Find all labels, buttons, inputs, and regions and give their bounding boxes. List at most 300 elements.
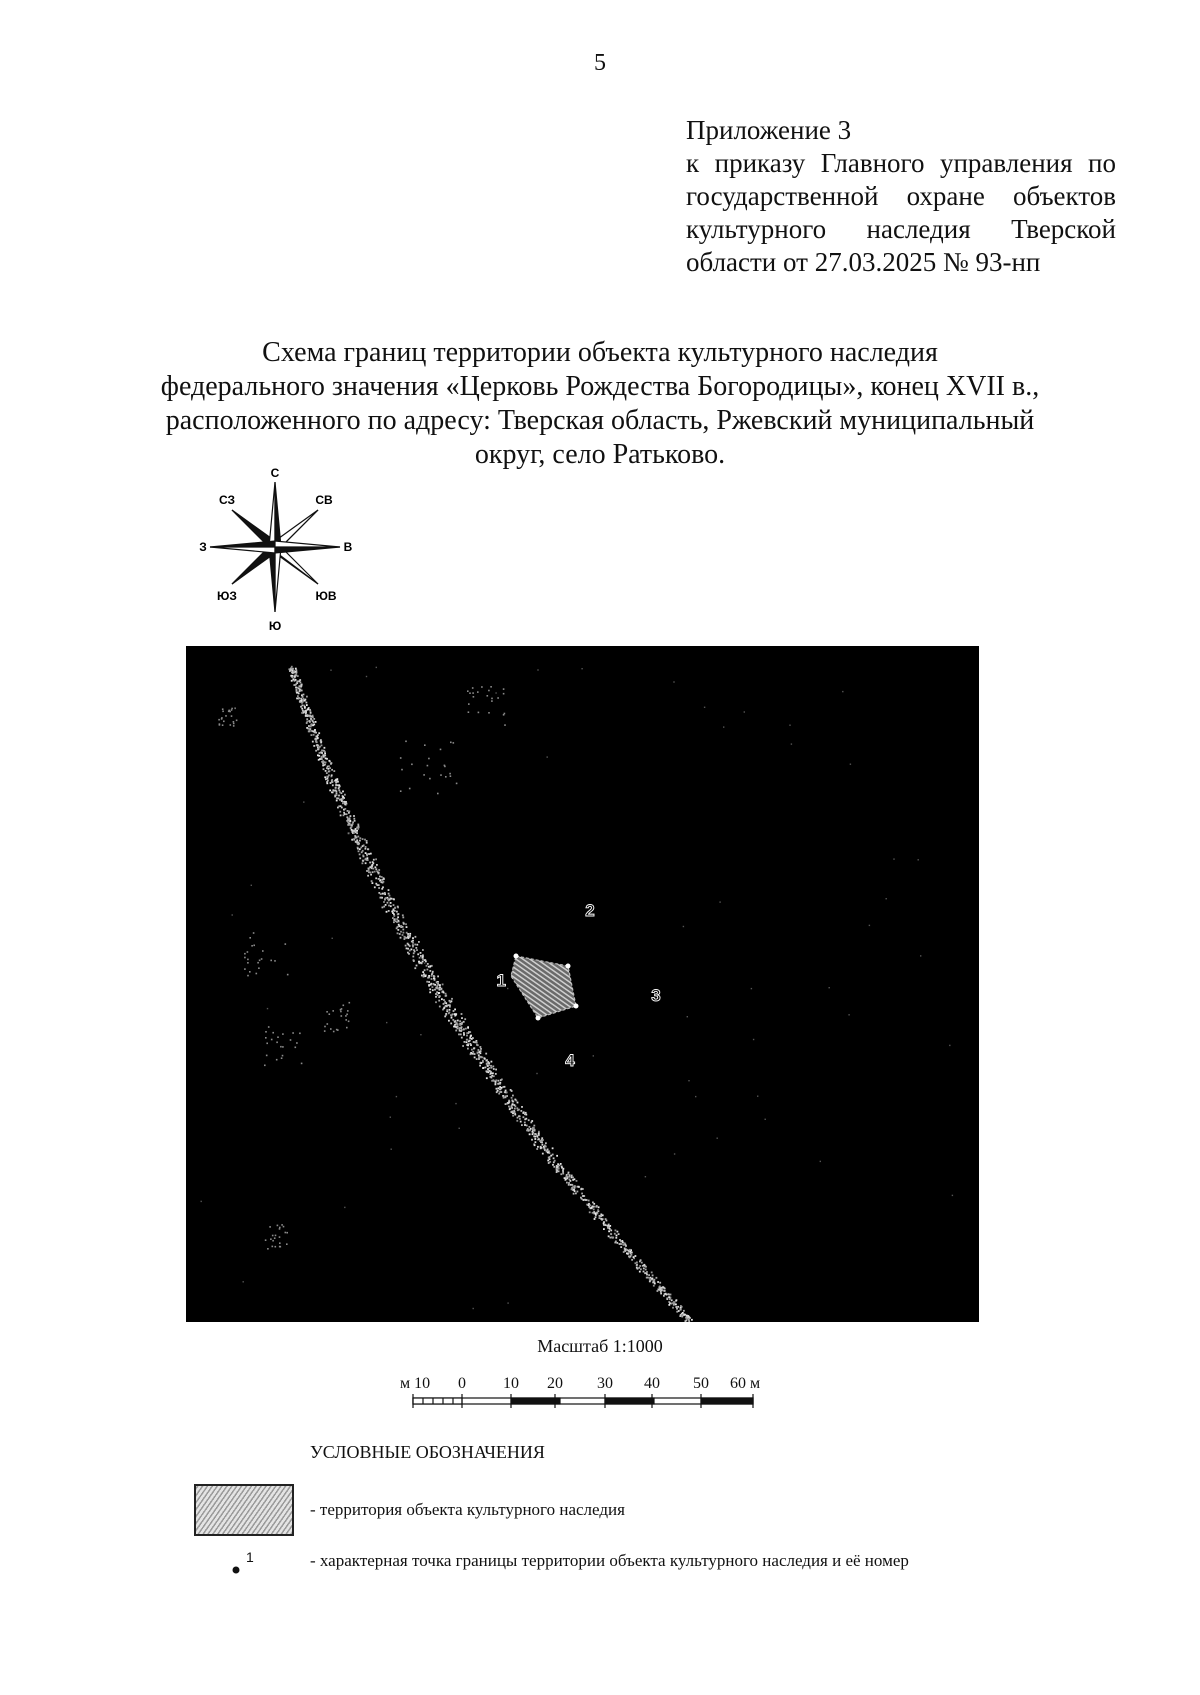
map-speck bbox=[321, 758, 323, 760]
map-speck bbox=[491, 698, 493, 700]
map-speck bbox=[672, 1307, 674, 1309]
map-speck bbox=[247, 962, 249, 964]
map-speck bbox=[277, 1036, 279, 1038]
map-speck bbox=[261, 958, 263, 960]
map-speck bbox=[568, 1172, 570, 1174]
map-speck bbox=[474, 1057, 476, 1059]
map-speck bbox=[408, 937, 410, 939]
map-speck bbox=[322, 765, 324, 767]
map-speck bbox=[445, 776, 447, 778]
map-speck bbox=[320, 742, 322, 744]
boundary-point-label: 3 bbox=[651, 986, 661, 1005]
map-speck bbox=[610, 1230, 612, 1232]
map-speck bbox=[233, 721, 235, 723]
map-speck bbox=[277, 1225, 279, 1227]
map-speck bbox=[630, 1255, 632, 1257]
map-speck bbox=[279, 1242, 281, 1244]
map-speck bbox=[351, 826, 353, 828]
map-speck bbox=[253, 945, 255, 947]
map-speck bbox=[315, 738, 317, 740]
map-speck bbox=[388, 889, 390, 891]
map-speck bbox=[400, 931, 402, 933]
map-speck bbox=[623, 1244, 625, 1246]
map-speck bbox=[531, 1120, 533, 1122]
map-speck bbox=[643, 1268, 645, 1270]
map-speck bbox=[265, 1031, 267, 1033]
map-speck bbox=[490, 1076, 492, 1078]
map-speck bbox=[348, 811, 350, 813]
map-speck bbox=[454, 1013, 456, 1015]
map-speck bbox=[450, 1014, 452, 1016]
map-speck bbox=[476, 1040, 478, 1042]
map-speck bbox=[324, 776, 326, 778]
map-speck bbox=[362, 845, 364, 847]
map-speck bbox=[448, 1012, 450, 1014]
map-speck bbox=[408, 944, 410, 946]
map-speck bbox=[685, 1320, 687, 1322]
map-speck bbox=[477, 1044, 479, 1046]
map-speck bbox=[327, 1023, 329, 1025]
map-speck bbox=[484, 1057, 486, 1059]
map-speck bbox=[450, 775, 452, 777]
map-speck bbox=[680, 1308, 682, 1310]
map-speck bbox=[392, 917, 394, 919]
map-speck bbox=[222, 708, 224, 710]
map-speck bbox=[376, 870, 378, 872]
map-speck bbox=[379, 876, 381, 878]
map-speck bbox=[820, 1161, 821, 1162]
map-speck bbox=[393, 908, 395, 910]
map-speck bbox=[461, 1037, 463, 1039]
appendix-block bbox=[686, 114, 1116, 279]
map-speck bbox=[251, 885, 252, 886]
map-speck bbox=[296, 698, 298, 700]
map-speck bbox=[637, 1268, 639, 1270]
map-speck bbox=[615, 1230, 617, 1232]
map-speck bbox=[676, 1299, 678, 1301]
map-speck bbox=[362, 855, 364, 857]
map-speck bbox=[496, 1088, 498, 1090]
map-speck bbox=[486, 1060, 488, 1062]
map-speck bbox=[302, 696, 304, 698]
map-speck bbox=[307, 708, 309, 710]
map-speck bbox=[644, 1272, 646, 1274]
map-speck bbox=[495, 692, 496, 693]
map-speck bbox=[480, 1052, 482, 1054]
map-speck bbox=[336, 791, 338, 793]
map-speck bbox=[265, 1239, 267, 1241]
map-speck bbox=[654, 1279, 656, 1281]
map-speck bbox=[353, 815, 355, 817]
point-marker-icon bbox=[230, 1548, 260, 1578]
map-speck bbox=[234, 707, 235, 708]
map-speck bbox=[355, 828, 357, 830]
map-speck bbox=[538, 1138, 540, 1140]
map-speck bbox=[406, 926, 408, 928]
map-speck bbox=[543, 1148, 545, 1150]
map-speck bbox=[279, 1236, 281, 1238]
map-speck bbox=[322, 760, 324, 762]
map-speck bbox=[275, 1246, 277, 1248]
map-speck bbox=[480, 1046, 482, 1048]
map-speck bbox=[316, 741, 318, 743]
map-speck bbox=[431, 978, 433, 980]
map-speck bbox=[444, 766, 446, 768]
map-speck bbox=[340, 1009, 342, 1011]
map-speck bbox=[272, 1235, 274, 1237]
map-speck bbox=[578, 1186, 580, 1188]
map-speck bbox=[367, 848, 369, 850]
map-speck bbox=[673, 1304, 675, 1306]
map-speck bbox=[521, 1106, 523, 1108]
boundary-point-label: 4 bbox=[565, 1051, 575, 1070]
map-speck bbox=[548, 1162, 550, 1164]
map-speck bbox=[423, 976, 425, 978]
map-speck bbox=[222, 724, 224, 726]
map-speck bbox=[247, 959, 249, 961]
map-speck bbox=[433, 977, 435, 979]
map-speck bbox=[269, 1226, 271, 1228]
map-speck bbox=[376, 667, 377, 668]
map-speck bbox=[349, 824, 351, 826]
map-speck bbox=[355, 836, 357, 838]
map-speck bbox=[344, 1207, 345, 1208]
map-speck bbox=[383, 881, 385, 883]
map-speck bbox=[201, 1201, 202, 1202]
map-speck bbox=[295, 687, 297, 689]
map-speck bbox=[415, 947, 417, 949]
map-speck bbox=[495, 1073, 497, 1075]
map-speck bbox=[267, 1248, 269, 1250]
map-speck bbox=[257, 962, 259, 964]
map-speck bbox=[324, 1026, 326, 1028]
map-speck bbox=[421, 962, 423, 964]
map-speck bbox=[362, 862, 364, 864]
map-speck bbox=[344, 808, 346, 810]
map-speck bbox=[540, 1146, 542, 1148]
map-speck bbox=[436, 985, 438, 987]
map-speck bbox=[466, 1032, 468, 1034]
map-speck bbox=[509, 1108, 511, 1110]
map-speck bbox=[528, 1130, 530, 1132]
map-speck bbox=[643, 1271, 645, 1273]
map-speck bbox=[639, 1261, 641, 1263]
map-speck bbox=[400, 790, 402, 792]
map-speck bbox=[305, 715, 307, 717]
map-speck bbox=[500, 1091, 502, 1093]
map-speck bbox=[339, 811, 341, 813]
map-speck bbox=[623, 1251, 625, 1253]
map-speck bbox=[436, 991, 438, 993]
map-speck bbox=[324, 753, 326, 755]
map-speck bbox=[341, 1015, 343, 1017]
map-speck bbox=[270, 1238, 272, 1240]
map-speck bbox=[560, 1173, 562, 1175]
map-speck bbox=[309, 729, 311, 731]
compass-label-nw: СЗ bbox=[218, 493, 236, 507]
map-speck bbox=[493, 1080, 495, 1082]
map-speck bbox=[552, 1154, 554, 1156]
map-speck bbox=[346, 813, 348, 815]
map-speck bbox=[357, 824, 359, 826]
map-speck bbox=[397, 916, 399, 918]
scale-tick-label: 60 м bbox=[729, 1375, 761, 1392]
map-speck bbox=[574, 1190, 576, 1192]
map-speck bbox=[348, 1021, 350, 1023]
map-speck bbox=[295, 671, 297, 673]
map-speck bbox=[219, 723, 221, 725]
map-speck bbox=[500, 1079, 502, 1081]
map-speck bbox=[342, 798, 344, 800]
map-speck bbox=[258, 967, 260, 969]
map-speck bbox=[338, 786, 340, 788]
map-speck bbox=[603, 1228, 605, 1230]
legend-point-label: - характерная точка границы территории объекта культурного наследия и её номер bbox=[310, 1551, 909, 1570]
map-speck bbox=[597, 1213, 599, 1215]
map-speck bbox=[428, 758, 430, 760]
map-speck bbox=[691, 1319, 693, 1321]
map-speck bbox=[223, 721, 225, 723]
map-speck bbox=[663, 1295, 665, 1297]
map-speck bbox=[343, 812, 345, 814]
map-speck bbox=[444, 1002, 446, 1004]
map-speck bbox=[312, 741, 314, 743]
map-speck bbox=[301, 712, 303, 714]
map-speck bbox=[225, 715, 227, 717]
map-speck bbox=[378, 878, 380, 880]
map-speck bbox=[321, 756, 323, 758]
map-speck bbox=[524, 1113, 526, 1115]
map-speck bbox=[270, 960, 272, 962]
map-speck bbox=[306, 704, 308, 706]
map-speck bbox=[333, 1031, 335, 1033]
map-speck bbox=[744, 711, 745, 712]
map-speck bbox=[309, 730, 311, 732]
map-speck bbox=[326, 758, 328, 760]
scale-ruler bbox=[413, 1394, 753, 1408]
map-speck bbox=[381, 876, 383, 878]
map-speck bbox=[519, 1116, 521, 1118]
map-speck bbox=[615, 1237, 617, 1239]
map-speck bbox=[429, 778, 431, 780]
map-speck bbox=[472, 687, 474, 689]
map-speck bbox=[757, 1096, 758, 1097]
map-speck bbox=[486, 1071, 488, 1073]
map-speck bbox=[646, 1277, 648, 1279]
map-speck bbox=[443, 999, 445, 1001]
map-speck bbox=[344, 794, 346, 796]
map-speck bbox=[423, 973, 425, 975]
map-speck bbox=[264, 1065, 266, 1067]
map-speck bbox=[221, 717, 223, 719]
map-speck bbox=[635, 1262, 637, 1264]
map-speck bbox=[570, 1184, 572, 1186]
map-speck bbox=[388, 910, 390, 912]
map-speck bbox=[620, 1241, 622, 1243]
compass-label-n: С bbox=[270, 466, 280, 480]
map-speck bbox=[247, 951, 249, 953]
map-speck bbox=[470, 1035, 472, 1037]
map-speck bbox=[292, 1032, 294, 1034]
map-speck bbox=[416, 949, 418, 951]
map-speck bbox=[598, 1206, 600, 1208]
map-speck bbox=[385, 897, 387, 899]
map-speck bbox=[396, 1096, 397, 1097]
legend-point-number: 1 bbox=[246, 1549, 254, 1565]
map-speck bbox=[850, 764, 851, 765]
map-speck bbox=[317, 737, 319, 739]
compass-label-sw: ЮЗ bbox=[217, 589, 237, 603]
map-speck bbox=[524, 1122, 526, 1124]
map-speck bbox=[532, 1127, 534, 1129]
map-speck bbox=[446, 1005, 448, 1007]
map-speck bbox=[534, 1138, 536, 1140]
map-speck bbox=[297, 695, 299, 697]
map-speck bbox=[324, 1030, 326, 1032]
map-speck bbox=[528, 1119, 530, 1121]
map-speck bbox=[311, 730, 313, 732]
map-speck bbox=[434, 989, 436, 991]
map-speck bbox=[405, 937, 407, 939]
map-speck bbox=[609, 1225, 611, 1227]
scale-tick-label: 0 bbox=[458, 1375, 466, 1392]
map-speck bbox=[680, 1305, 682, 1307]
map-speck bbox=[511, 1104, 513, 1106]
map-speck bbox=[426, 981, 428, 983]
map-speck bbox=[368, 853, 370, 855]
map-speck bbox=[357, 836, 359, 838]
scale-tick-label: м 10 bbox=[399, 1375, 431, 1392]
map-speck bbox=[556, 1169, 558, 1171]
map-speck bbox=[461, 1013, 463, 1015]
map-speck bbox=[493, 1068, 495, 1070]
map-speck bbox=[265, 1037, 267, 1039]
map-speck bbox=[389, 895, 391, 897]
map-speck bbox=[432, 986, 434, 988]
map-speck bbox=[460, 1027, 462, 1029]
map-speck bbox=[311, 734, 313, 736]
map-speck bbox=[719, 901, 720, 902]
map-speck bbox=[594, 1218, 596, 1220]
map-speck bbox=[399, 925, 401, 927]
map-speck bbox=[536, 1135, 538, 1137]
map-speck bbox=[324, 764, 326, 766]
map-speck bbox=[441, 998, 443, 1000]
map-speck bbox=[416, 944, 418, 946]
map-speck bbox=[346, 1014, 348, 1016]
map-speck bbox=[457, 1023, 459, 1025]
map-speck bbox=[370, 874, 372, 876]
map-speck bbox=[467, 690, 469, 692]
map-speck bbox=[450, 1023, 452, 1025]
map-speck bbox=[631, 1259, 633, 1261]
map-speck bbox=[267, 1008, 268, 1009]
map-speck bbox=[311, 719, 313, 721]
map-speck bbox=[478, 712, 480, 714]
map-speck bbox=[301, 708, 303, 710]
map-speck bbox=[374, 886, 376, 888]
map-speck bbox=[462, 1045, 464, 1047]
map-speck bbox=[367, 859, 369, 861]
map-speck bbox=[457, 1020, 459, 1022]
map-speck bbox=[336, 1029, 338, 1031]
map-speck bbox=[448, 1004, 450, 1006]
map-speck bbox=[280, 1046, 282, 1048]
map-speck bbox=[511, 1090, 513, 1092]
map-speck bbox=[228, 711, 230, 713]
map-speck bbox=[296, 689, 298, 691]
map-speck bbox=[572, 1187, 574, 1189]
map-speck bbox=[329, 767, 331, 769]
map-speck bbox=[353, 818, 355, 820]
map-speck bbox=[508, 1100, 510, 1102]
map-speck bbox=[330, 782, 332, 784]
map-speck bbox=[294, 675, 296, 677]
map-speck bbox=[538, 1134, 540, 1136]
map-speck bbox=[505, 1103, 507, 1105]
map-speck bbox=[356, 830, 358, 832]
map-speck bbox=[266, 1055, 268, 1057]
map-speck bbox=[299, 1033, 301, 1035]
map-speck bbox=[407, 952, 409, 954]
map-speck bbox=[337, 784, 339, 786]
map-speck bbox=[361, 851, 363, 853]
map-speck bbox=[366, 855, 368, 857]
map-speck bbox=[581, 668, 582, 669]
map-speck bbox=[614, 1233, 616, 1235]
map-speck bbox=[537, 669, 538, 670]
map-speck bbox=[450, 742, 452, 744]
map-speck bbox=[369, 862, 371, 864]
map-speck bbox=[336, 794, 338, 796]
map-speck bbox=[553, 1161, 555, 1163]
map-speck bbox=[324, 755, 326, 757]
map-speck bbox=[453, 1010, 455, 1012]
map-speck bbox=[396, 911, 398, 913]
map-speck bbox=[435, 1001, 437, 1003]
satellite-map bbox=[186, 646, 979, 1322]
map-speck bbox=[315, 721, 317, 723]
map-speck bbox=[321, 752, 323, 754]
map-speck bbox=[473, 1308, 474, 1309]
map-speck bbox=[296, 1042, 298, 1044]
map-speck bbox=[417, 953, 419, 955]
map-speck bbox=[646, 1271, 648, 1273]
map-speck bbox=[418, 941, 420, 943]
map-speck bbox=[249, 971, 251, 973]
map-speck bbox=[542, 1153, 544, 1155]
map-speck bbox=[533, 1125, 535, 1127]
scale-bar-graphic bbox=[395, 1370, 765, 1420]
map-speck bbox=[404, 938, 406, 940]
map-speck bbox=[529, 1126, 531, 1128]
map-speck bbox=[498, 1093, 500, 1095]
map-speck bbox=[704, 707, 705, 708]
document-title-line: Схема границ территории объекта культурного наследия bbox=[262, 337, 938, 368]
map-speck bbox=[669, 1302, 671, 1304]
map-speck bbox=[466, 1041, 468, 1043]
map-speck bbox=[437, 994, 439, 996]
map-speck bbox=[358, 826, 360, 828]
map-speck bbox=[330, 670, 331, 671]
map-speck bbox=[310, 726, 312, 728]
map-speck bbox=[629, 1249, 631, 1251]
map-speck bbox=[723, 726, 724, 727]
map-speck bbox=[454, 1021, 456, 1023]
map-speck bbox=[556, 1155, 558, 1157]
map-speck bbox=[439, 1006, 441, 1008]
map-speck bbox=[437, 793, 439, 795]
